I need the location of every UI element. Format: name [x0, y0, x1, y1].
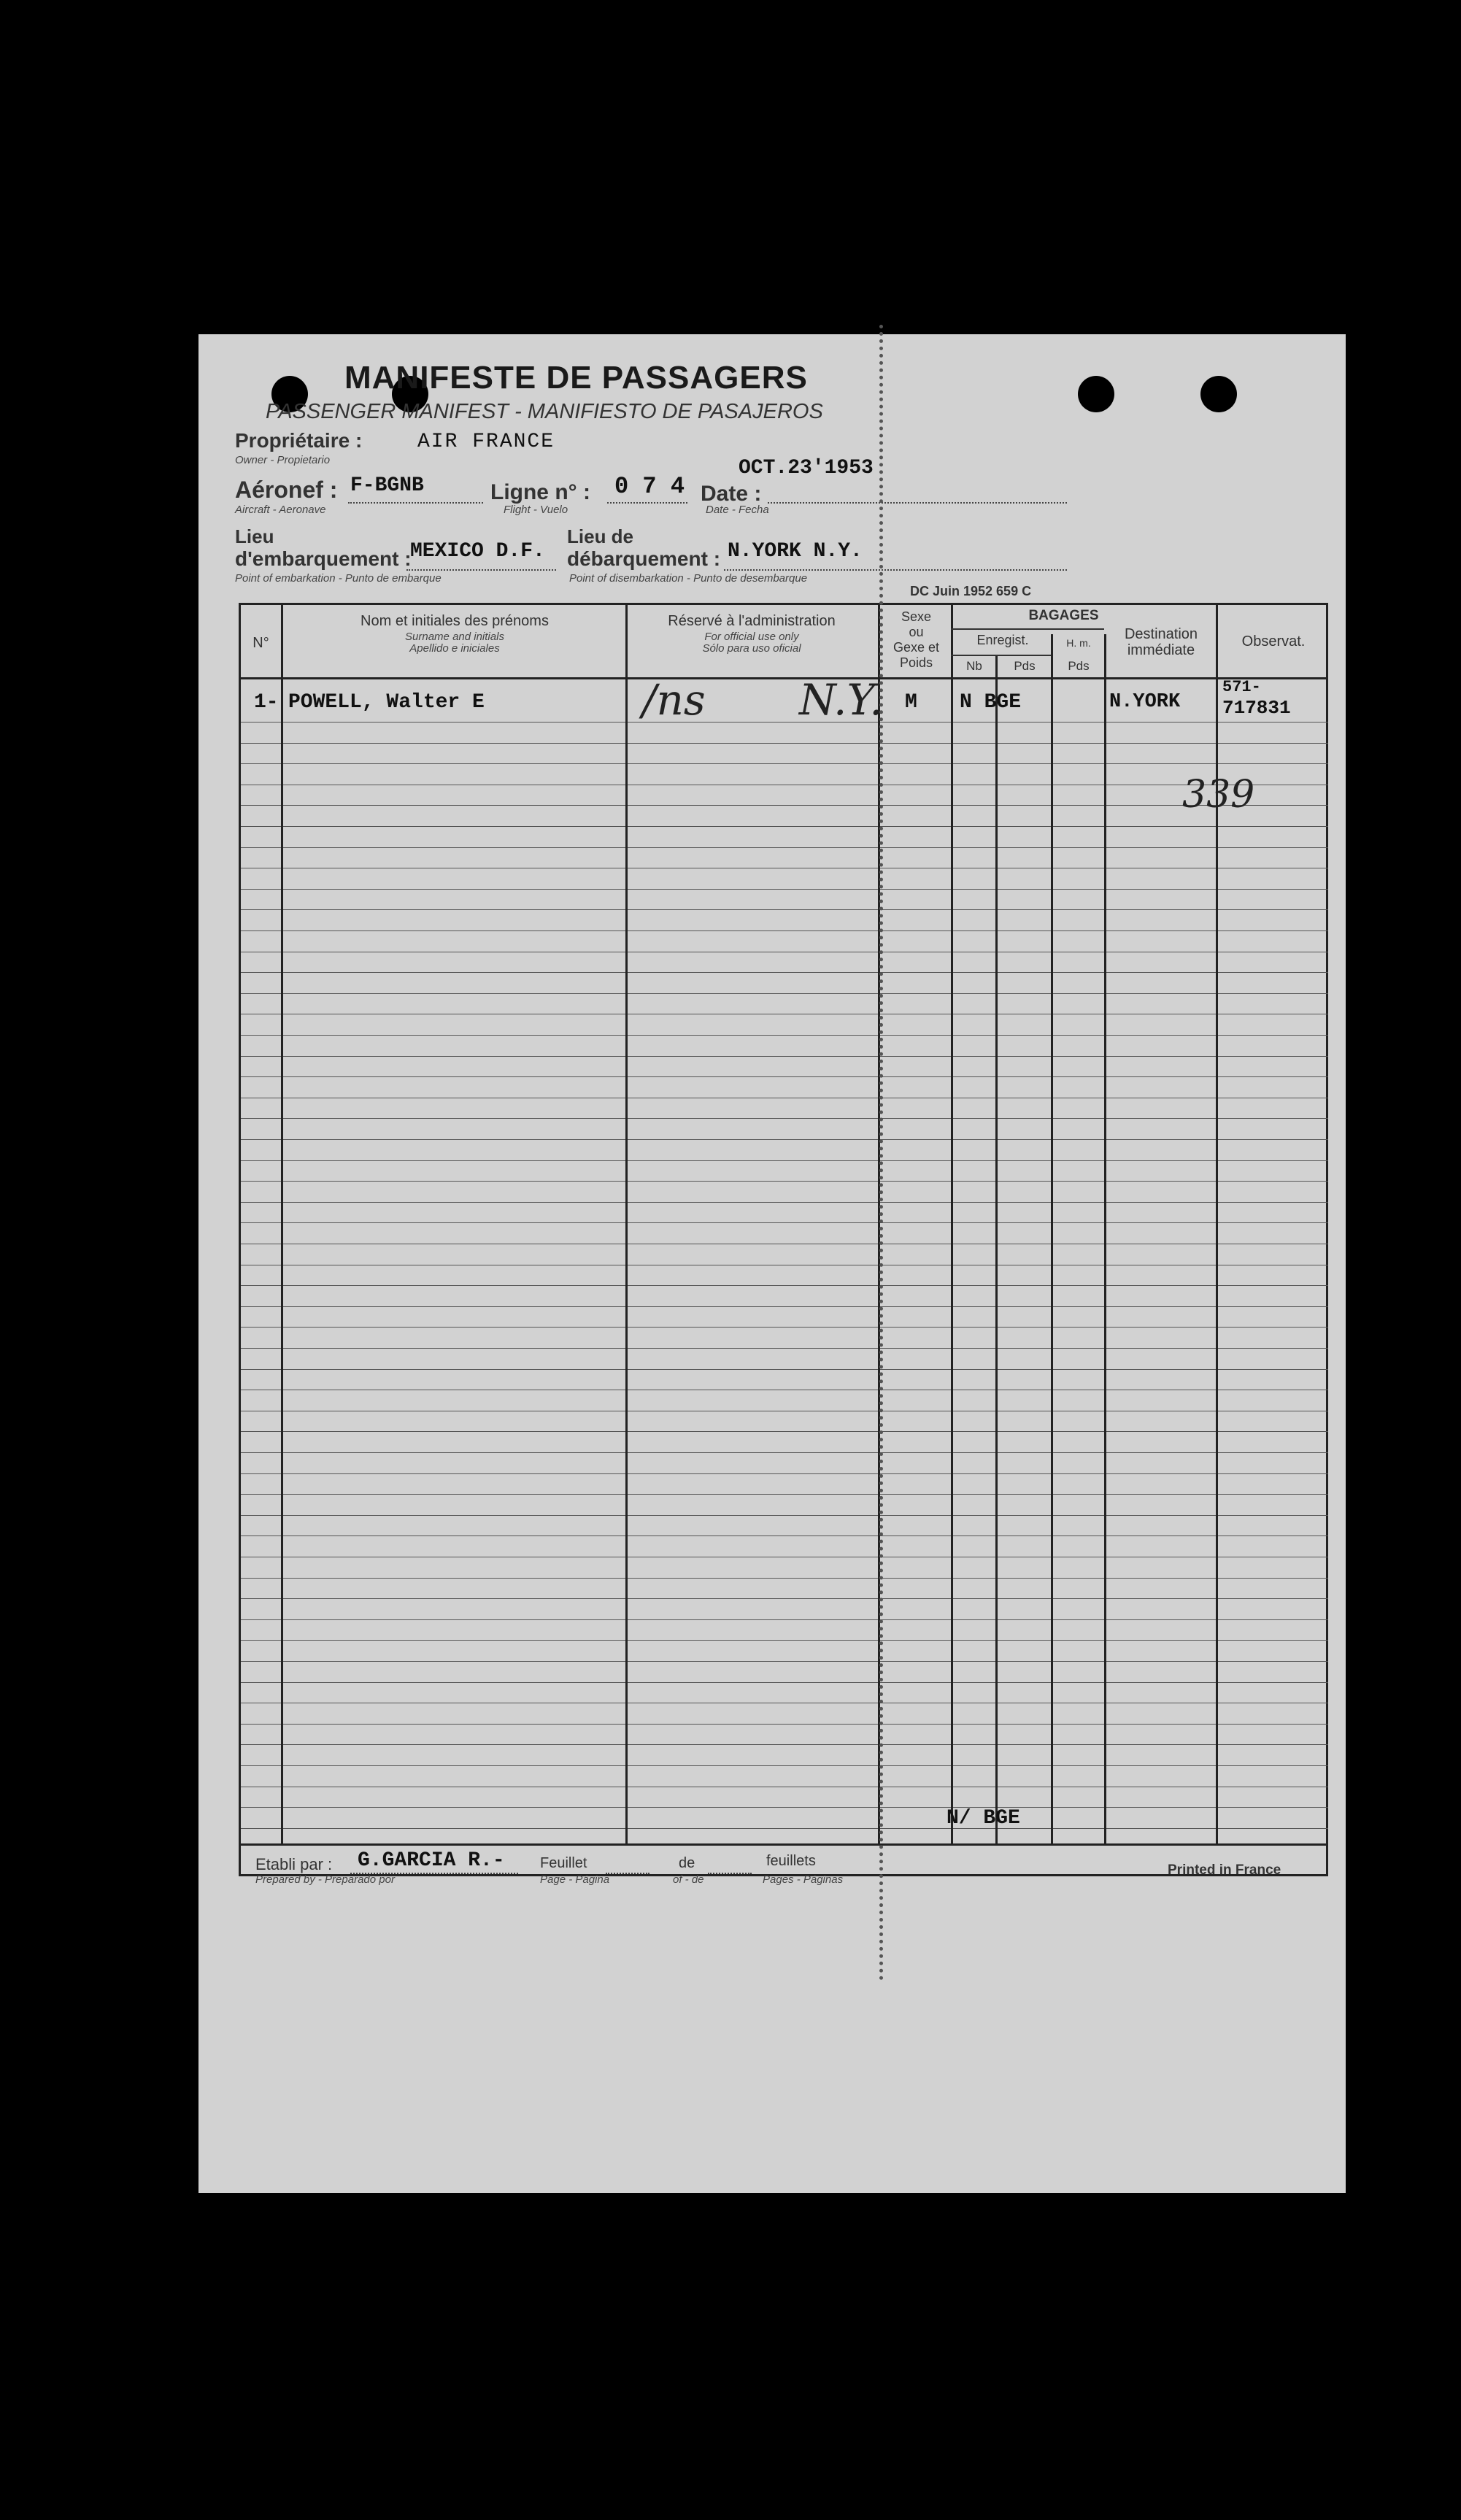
col-destination-header: Destination [1124, 626, 1198, 642]
row-1-sex: M [905, 691, 917, 714]
manifest-subtitle: PASSENGER MANIFEST - MANIFIESTO DE PASAJEROS [266, 400, 823, 423]
flight-sub: Flight - Vuelo [504, 504, 568, 516]
feuillets-label: feuillets [766, 1853, 816, 1869]
row-line [241, 1056, 1328, 1057]
row-line [241, 1369, 1328, 1370]
row-line [241, 743, 1328, 744]
row-line [241, 1494, 1328, 1495]
col-divider [951, 605, 953, 1843]
row-line [241, 909, 1328, 910]
flight-value: 0 7 4 [614, 473, 685, 500]
disembark-sub: Point of disembarkation - Punto de desembarque [569, 572, 808, 585]
row-line [241, 1661, 1328, 1662]
disembark-value: N.YORK N.Y. [728, 540, 863, 563]
row-line [241, 1473, 1328, 1474]
row-line [241, 1035, 1328, 1036]
date-sub: Date - Fecha [706, 504, 769, 516]
embark-sub: Point of embarkation - Punto de embarque [235, 572, 442, 585]
row-line [241, 930, 1328, 931]
row-line [241, 1744, 1328, 1745]
row-line [241, 1724, 1328, 1725]
punch-hole-4 [1200, 376, 1237, 412]
owner-label: Propriétaire : [235, 429, 363, 452]
owner-sub: Owner - Propietario [235, 454, 331, 466]
row-line [241, 1222, 1328, 1223]
row-1-admin-mark-2: N.Y. [799, 675, 883, 725]
disembark-label-2: débarquement : [567, 547, 721, 570]
aircraft-label: Aéronef : [235, 477, 338, 503]
form-code: DC Juin 1952 659 C [910, 584, 1032, 598]
col-observations-header: Observat. [1241, 633, 1306, 650]
row-line [241, 1598, 1328, 1599]
row-line [241, 1160, 1328, 1161]
row-1-name: POWELL, Walter E [288, 691, 485, 714]
row-line [241, 1515, 1328, 1516]
row-line [241, 1202, 1328, 1203]
row-line [241, 1118, 1328, 1119]
row-line [241, 993, 1328, 994]
aircraft-sub: Aircraft - Aeronave [235, 504, 326, 516]
row-1-admin-mark: /ns [642, 675, 706, 725]
fold-crease [879, 325, 883, 1981]
row-line [241, 1285, 1328, 1286]
col-divider [1051, 634, 1053, 1843]
row-1-observation-2: 717831 [1222, 697, 1291, 719]
punch-hole-3 [1078, 376, 1114, 412]
row-line [241, 1306, 1328, 1307]
row-line [241, 1578, 1328, 1579]
row-line [241, 1431, 1328, 1432]
row-line [241, 1619, 1328, 1620]
row-1-baggage: N BGE [960, 691, 1022, 714]
col-admin-header: Réservé à l'administration [668, 613, 836, 629]
date-label: Date : [701, 482, 762, 506]
col-sex-header-1: Sexe [901, 609, 932, 624]
col-divider [281, 605, 283, 1843]
disembark-label-1: Lieu de [567, 525, 634, 547]
row-line [241, 1452, 1328, 1453]
row-line [241, 763, 1328, 764]
row-line [241, 1640, 1328, 1641]
row-line [241, 1682, 1328, 1683]
row-line [241, 1139, 1328, 1140]
passenger-table: N° Nom et initiales des prénoms Surname and initials Apellido e iniciales Réservé à l'administration For official use only Sólo para uso oficial Sexe ou Gexe et Poids BAGAGES Enregist. Nb Pds H. m. Pds Destination immédiate Observat. 1- POWELL, Walter E /ns N.Y. M N BGE N.YORK 571- 717831 339 N/ BGE Etabli par : Prepared by - Preparado por G.GARCIA R.- Feuillet Page - Página de of - de feuillets Pages - Páginas Printed in France [239, 603, 1328, 1876]
feuillet-label: Feuillet [540, 1855, 587, 1871]
row-1-destination: N.YORK [1109, 691, 1181, 713]
row-1-no: 1- [254, 691, 279, 714]
prepared-by-sub: Prepared by - Preparado por [255, 1873, 395, 1886]
embark-value: MEXICO D.F. [410, 540, 545, 563]
row-line [241, 889, 1328, 890]
manifest-sheet [198, 334, 1346, 2193]
row-line [241, 805, 1328, 806]
row-line [241, 1807, 1328, 1808]
row-line [241, 1076, 1328, 1077]
col-no-header: N° [253, 635, 269, 651]
owner-value: AIR FRANCE [417, 431, 555, 453]
printed-in-france: Printed in France [1168, 1862, 1281, 1878]
row-line [241, 1348, 1328, 1349]
row-1-observation-1: 571- [1222, 678, 1261, 696]
row-line [241, 1828, 1328, 1829]
col-bagages-header: BAGAGES [1028, 608, 1099, 623]
col-divider [1104, 634, 1106, 1843]
row-line [241, 1327, 1328, 1328]
handwritten-number: 339 [1182, 773, 1255, 817]
flight-label: Ligne n° : [490, 480, 590, 504]
row-line [241, 972, 1328, 973]
aircraft-value: F-BGNB [350, 474, 424, 497]
row-line [241, 1765, 1328, 1766]
embark-label-2: d'embarquement : [235, 547, 412, 570]
prepared-by-label: Etabli par : [255, 1855, 333, 1873]
prepared-by-value: G.GARCIA R.- [358, 1849, 505, 1872]
manifest-title: MANIFESTE DE PASSAGERS [344, 360, 808, 396]
row-line [241, 847, 1328, 848]
row-line [241, 826, 1328, 827]
total-baggage: N/ BGE [947, 1807, 1020, 1830]
row-line [241, 1535, 1328, 1536]
row-line [241, 722, 1328, 723]
de-label: de [679, 1855, 695, 1871]
date-value: OCT.23'1953 [739, 457, 874, 479]
col-divider [995, 656, 998, 1843]
row-line [241, 1181, 1328, 1182]
embark-label-1: Lieu [235, 525, 274, 547]
col-divider [625, 605, 628, 1843]
col-name-header: Nom et initiales des prénoms [361, 613, 549, 629]
